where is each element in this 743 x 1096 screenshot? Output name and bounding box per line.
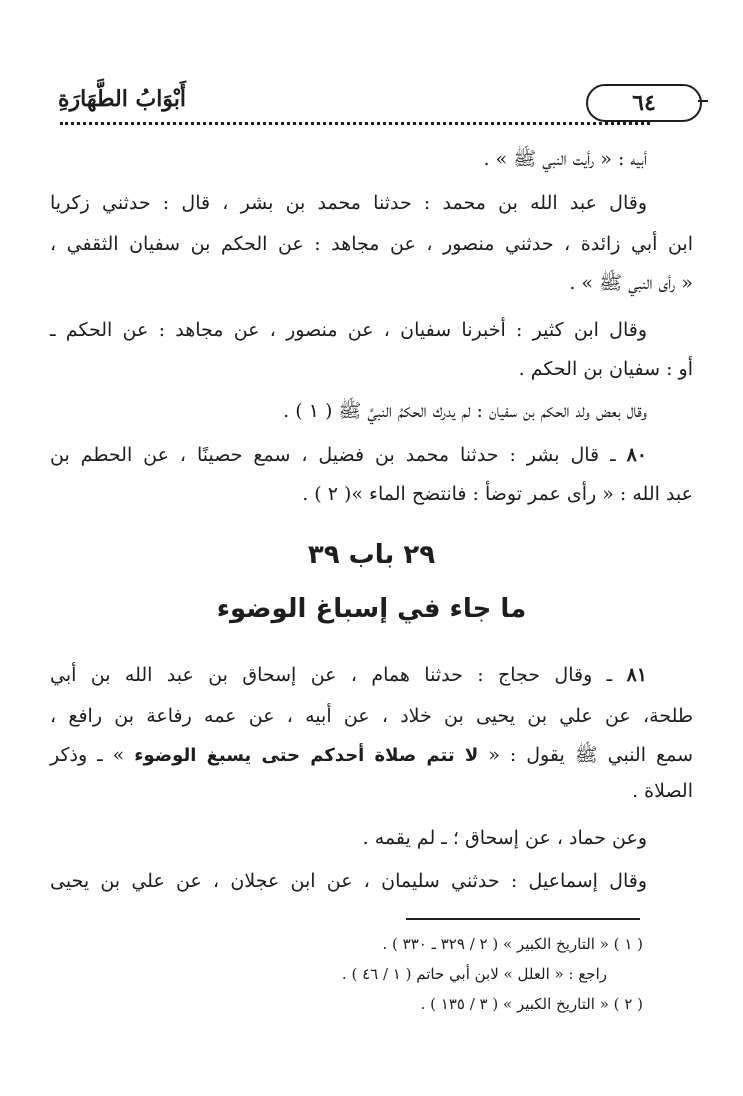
text-line: ابن أبي زائدة ، حدثني منصور ، عن مجاهد : عن الحكم بن سفيان الثقفي ، xyxy=(50,233,693,255)
footnote: ( ١ ) « التاريخ الكبير » ( ٢ / ٣٢٩ ـ ٣٣٠ ) . xyxy=(382,935,643,953)
text-line: وعن حماد ، عن إسحاق ؛ ـ لم يقمه . xyxy=(362,827,647,849)
footnote: ( ٢ ) « التاريخ الكبير » ( ٣ / ١٣٥ ) . xyxy=(420,995,643,1013)
text-segment: سمع النبي ﷺ يقول : « xyxy=(478,744,693,766)
page-number: ٦٤ xyxy=(586,84,702,122)
footnote: راجع : « العلل » لابن أبي حاتم ( ١ / ٤٦ ) . xyxy=(341,965,607,983)
text-line: عبد الله : « رأى عمر توضأ : فانتضح الماء »( ٢ ) . xyxy=(302,483,693,505)
hadith-text: ـ قال بشر : حدثنا محمد بن فضيل ، سمع حصينًا ، عن الحطم بن xyxy=(50,444,627,466)
text-line: وقال ابن كثير : أخبرنا سفيان ، عن منصور ، عن مجاهد : عن الحكم ـ xyxy=(50,319,647,341)
chapter-heading: ٢٩ باب ٣٩ xyxy=(307,540,436,570)
text-segment: » ـ وذكر xyxy=(50,744,135,766)
text-line: وقال إسماعيل : حدثني سليمان ، عن ابن عجلان ، عن علي بن يحيى xyxy=(50,870,647,892)
text-line: أبيه : « رأيت النبي ﷺ » . xyxy=(483,148,647,170)
hadith-quote: لا تتم صلاة أحدكم حتى يسبغ الوضوء xyxy=(134,745,479,766)
text-line: طلحة، عن علي بن يحيى بن خلاد ، عن أبيه ، عن عمه رفاعة بن رافع ، xyxy=(50,705,693,727)
chapter-title: ما جاء في إسباغ الوضوء xyxy=(216,594,527,624)
footnote-divider xyxy=(406,918,640,920)
text-line: أو : سفيان بن الحكم . xyxy=(518,358,693,380)
hadith-number: ٨١ xyxy=(626,664,647,686)
running-title: أَبْوَابُ الطَّهَارَةِ xyxy=(58,86,186,112)
text-line: وقال عبد الله بن محمد : حدثنا محمد بن بشر ، قال : حدثني زكريا xyxy=(50,192,647,214)
text-line xyxy=(50,742,693,769)
hadith-80-line xyxy=(50,442,647,468)
text-line: وقال بعض ولد الحكم بن سفيان : لم يدرك الحكمُ النبيَّ ﷺ ( ١ ) . xyxy=(283,400,647,422)
text-line: الصلاة . xyxy=(632,780,693,802)
text-line: « رأى النبي ﷺ » . xyxy=(569,272,693,294)
hadith-number: ٨٠ xyxy=(626,444,647,466)
hadith-text: ـ وقال حجاج : حدثنا همام ، عن إسحاق بن عبد الله بن أبي xyxy=(50,664,627,686)
hadith-81-line xyxy=(50,662,647,688)
header-divider xyxy=(60,122,650,125)
page-header xyxy=(50,80,654,120)
